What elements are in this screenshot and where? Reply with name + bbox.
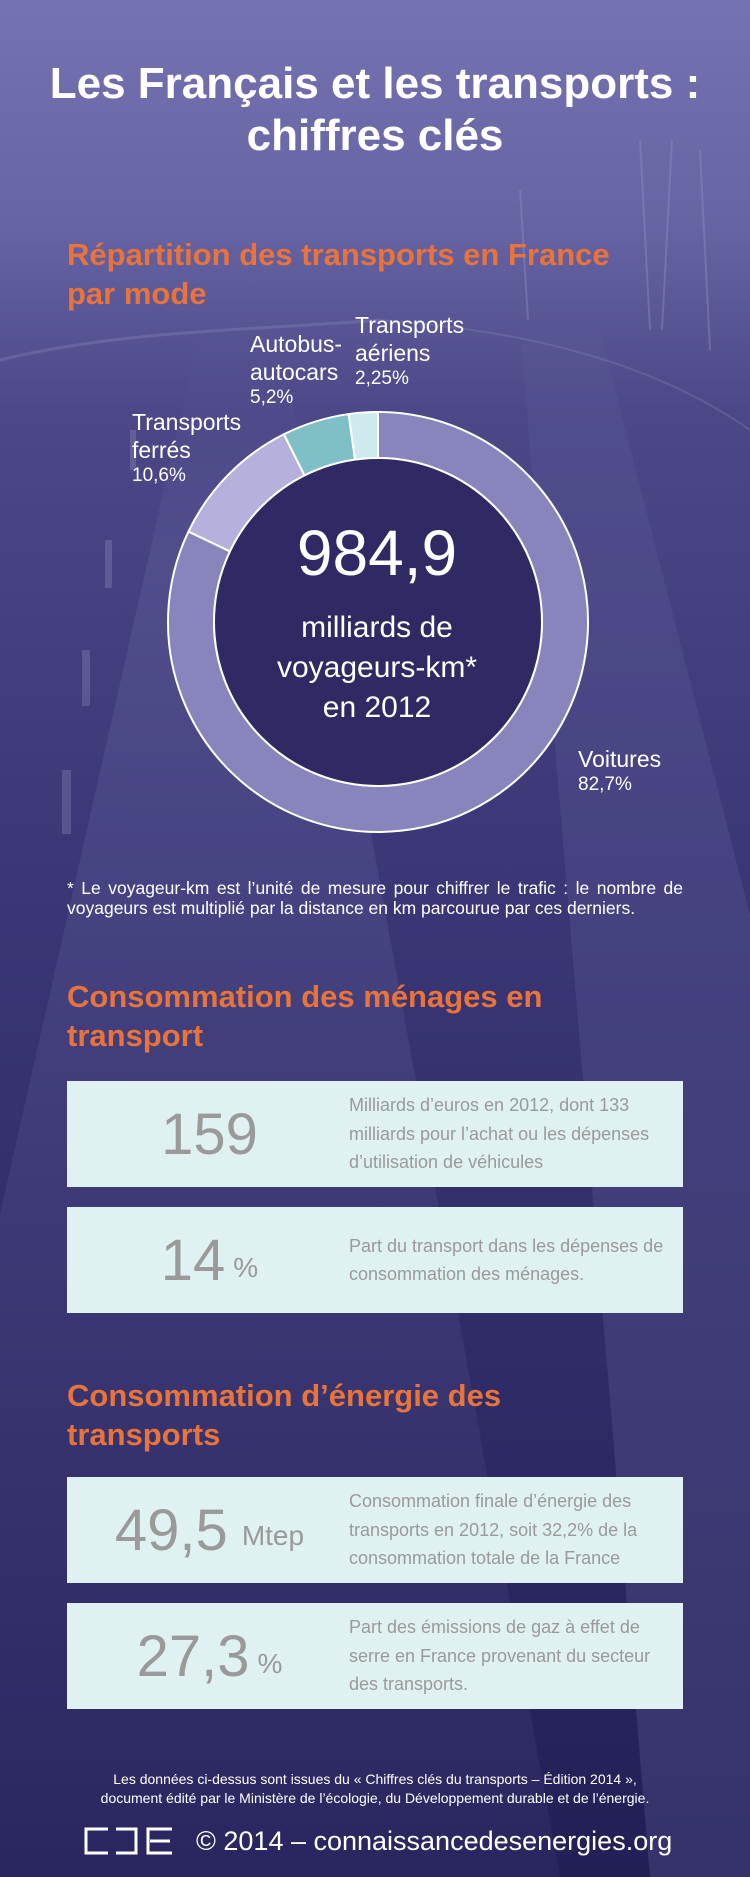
energy-heading-line1: Consommation d’énergie des	[67, 1378, 502, 1413]
card-number	[67, 1477, 352, 1583]
household-heading	[67, 977, 542, 1055]
household-card-share	[67, 1207, 683, 1313]
page-title-line2: chiffres clés	[246, 111, 504, 160]
segment-air-name-line1: Transports	[355, 312, 465, 338]
household-heading-line1: Consommation des ménages en	[67, 979, 543, 1014]
card-value: 49,5	[114, 1497, 228, 1563]
card-number	[67, 1603, 352, 1709]
total-caption-line1: milliards de	[301, 611, 453, 644]
modal-split-heading-line2: par mode	[67, 276, 207, 311]
cde-logo-icon	[84, 1827, 176, 1855]
segment-label-bus	[250, 330, 342, 410]
card-value: 159	[161, 1101, 258, 1167]
energy-card-consumption	[67, 1477, 683, 1583]
segment-label-cars	[578, 745, 661, 797]
segment-cars-percent: 82,7%	[578, 774, 632, 795]
card-description: Milliards d’euros en 2012, dont 133 milliards pour l’achat ou les dépenses d’utilisation de véhicules	[349, 1095, 650, 1173]
card-description: Consommation finale d’énergie des transports en 2012, soit 32,2% de la consommation totale de la France	[349, 1491, 638, 1569]
segment-rail-name-line1: Transports	[132, 409, 242, 435]
card-number	[67, 1081, 352, 1187]
segment-bus-name-line1: Autobus-	[250, 331, 343, 357]
segment-bus-percent: 5,2%	[250, 387, 294, 408]
page-title-line1: Les Français et les transports :	[49, 59, 701, 108]
card-value: 14	[160, 1227, 226, 1293]
segment-rail-percent: 10,6%	[132, 465, 186, 486]
footnote: * Le voyageur-km est l’unité de mesure pour chiffrer le trafic : le nombre de voyageurs est multiplié par la distance en km parcourue par ces derniers.	[67, 878, 683, 918]
segment-air-name-line2: aériens	[355, 340, 431, 366]
segment-air-percent: 2,25%	[355, 368, 409, 389]
total-caption-line3: en 2012	[322, 691, 432, 724]
segment-label-rail	[132, 408, 241, 488]
energy-heading-line2: transports	[67, 1417, 221, 1452]
source-line1: Les données ci-dessus sont issues du « Chiffres clés du transports – Édition 2014 »,	[113, 1771, 637, 1787]
card-unit: %	[233, 1252, 259, 1283]
card-description: Part des émissions de gaz à effet de serre en France provenant du secteur des transports.	[349, 1617, 651, 1695]
total-caption	[2, 608, 750, 728]
segment-label-air	[355, 311, 464, 391]
card-value: 27,3	[136, 1623, 250, 1689]
source-credits	[0, 1770, 750, 1808]
modal-split-heading-line1: Répartition des transports en France	[67, 237, 610, 272]
card-number	[67, 1207, 352, 1313]
household-card-spending	[67, 1081, 683, 1187]
household-heading-line2: transport	[67, 1018, 204, 1053]
source-line2: document édité par le Ministère de l’écologie, du Développement durable et de l’énergie.	[100, 1790, 650, 1806]
segment-cars-name-line1: Voitures	[578, 746, 662, 772]
segment-rail-name-line2: ferrés	[132, 437, 191, 463]
card-description: Part du transport dans les dépenses de consommation des ménages.	[349, 1235, 664, 1284]
energy-heading	[67, 1376, 501, 1454]
card-unit: %	[257, 1648, 283, 1679]
card-unit: Mtep	[241, 1520, 305, 1551]
segment-bus-name-line2: autocars	[250, 359, 339, 385]
energy-card-emissions	[67, 1603, 683, 1709]
copyright: © 2014 – connaissancedesenergies.org	[196, 1826, 673, 1856]
total-value: 984,9	[296, 517, 458, 589]
total-caption-line2: voyageurs-km*	[276, 651, 478, 684]
